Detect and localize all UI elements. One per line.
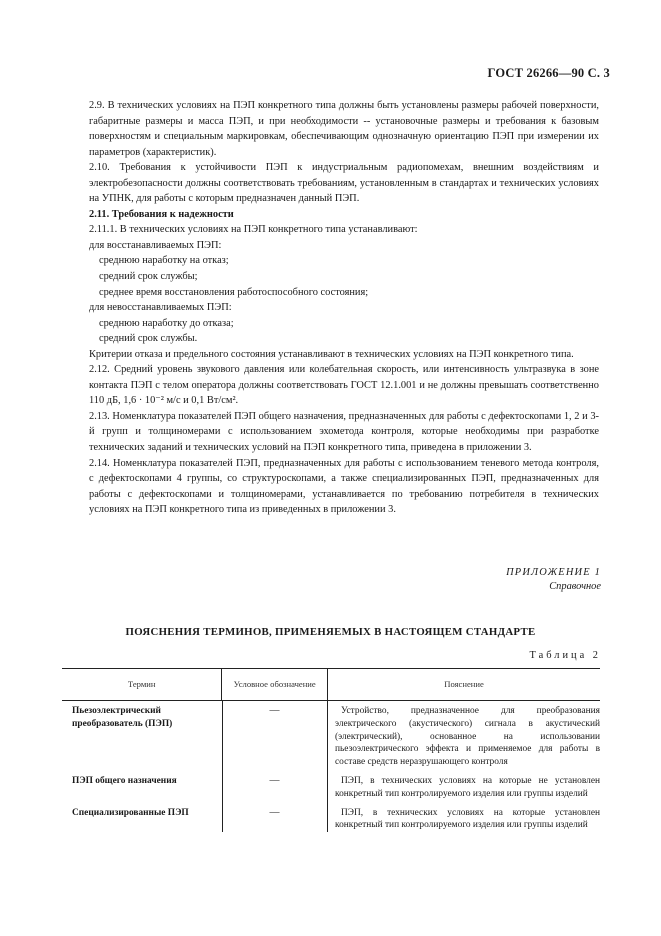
column-header-term: Термин	[62, 669, 222, 700]
column-header-symbol: Условное обозначение	[222, 669, 328, 700]
section-title: ПОЯСНЕНИЯ ТЕРМИНОВ, ПРИМЕНЯЕМЫХ В НАСТОЯЩЕМ СТАНДАРТЕ	[125, 626, 536, 638]
symbol-cell: —	[269, 705, 280, 716]
list-item: среднее время восстановления работоспособного состояния;	[99, 286, 369, 298]
body-text	[89, 98, 599, 518]
appendix-title: ПРИЛОЖЕНИЕ 1	[506, 567, 601, 578]
table-label: Таблица 2	[529, 650, 601, 661]
term-cell: Специализированные ПЭП	[72, 807, 189, 818]
clause-2-10: 2.10. Требования к устойчивости ПЭП к индустриальным радиопомехам, внешним воздействиям и электробезопасности должны соответствовать требованиям, установленным в стандартах и технических условиях на УПНК, для работы с которым предназначен данный ПЭП.	[89, 162, 599, 205]
table-row	[62, 807, 600, 833]
explanation-cell: Устройство, предназначенное для преобразования электрического (акустического) сигнала в акустический (электрический), основанное на использовании пьезоэлектрического эффекта и применяемое для работы в составе средств неразрушающего контроля	[335, 706, 600, 768]
list-restorable-heading: для восстанавливаемых ПЭП:	[89, 239, 222, 251]
table-row	[62, 705, 600, 769]
list-item: средний срок службы.	[99, 333, 198, 345]
table-body	[62, 701, 600, 832]
clause-2-12: 2.12. Средний уровень звукового давления или колебательная скорость, или интенсивность ультразвука в зоне контакта ПЭП с телом оператора должны соответствовать ГОСТ 12.1.001 и не должны превышать соответственно 110 дБ, 1,6 · 10⁻² м/с и 0,1 Вт/см².	[89, 364, 599, 407]
term-cell: Пьезоэлектрический преобразователь (ПЭП)	[72, 706, 173, 729]
explanation-cell: ПЭП, в технических условиях на которые не установлен конкретный тип контролируемого изделия или группы изделий	[335, 775, 600, 799]
clause-2-11-1: 2.11.1. В технических условиях на ПЭП конкретного типа устанавливают:	[89, 224, 418, 236]
list-item: среднюю наработку до отказа;	[99, 317, 234, 329]
appendix-label	[506, 566, 601, 594]
terms-table	[62, 668, 600, 832]
clause-2-14: 2.14. Номенклатура показателей ПЭП, предназначенных для работы с использованием теневого метода контроля, с дефектоскопами 4 группы, со структуроскопами, а также специализированных ПЭП, предназначенных для работы с дефектоскопами и толщиномерами, устанавливается по требованию потребителя в технических условиях на ПЭП конкретного типа из приведенных в приложении 3.	[89, 457, 599, 516]
symbol-cell: —	[269, 774, 280, 786]
list-item: среднюю наработку на отказ;	[99, 255, 229, 267]
table-row	[62, 775, 600, 801]
clause-2-9: 2.9. В технических условиях на ПЭП конкретного типа должны быть установлены размеры рабочей поверхности, габаритные размеры и масса ПЭП, и при необходимости -- установочные размеры и требования к базовым поверхностям и специальным маркировкам, обеспечивающим однозначную ориентацию ПЭП при измерении их параметров (характеристик).	[89, 100, 599, 158]
page-header: ГОСТ 26266—90 С. 3	[487, 66, 610, 80]
table-header-row	[62, 669, 600, 701]
term-cell: ПЭП общего назначения	[72, 775, 177, 786]
explanation-cell: ПЭП, в технических условиях на которые установлен конкретный тип контролируемого изделия или группы изделий	[335, 807, 600, 831]
symbol-cell: —	[269, 806, 280, 818]
list-item: средний срок службы;	[99, 271, 198, 283]
list-nonrestorable-heading: для невосстанавливаемых ПЭП:	[89, 302, 232, 314]
column-header-explanation: Пояснение	[444, 679, 484, 690]
appendix-subtitle: Справочное	[549, 581, 601, 592]
clause-2-11-heading: 2.11. Требования к надежности	[89, 208, 234, 220]
failure-criteria-paragraph: Критерии отказа и предельного состояния устанавливают в технических условиях на ПЭП конкретного типа.	[89, 348, 574, 360]
clause-2-13: 2.13. Номенклатура показателей ПЭП общего назначения, предназначенных для работы с дефектоскопами 1, 2 и 3-й групп и толщиномерами с использованием эхометода контроля, которые необходимы при разработке технических заданий и технических условий на ПЭП конкретного типа, приведена в приложении 3.	[89, 410, 599, 454]
